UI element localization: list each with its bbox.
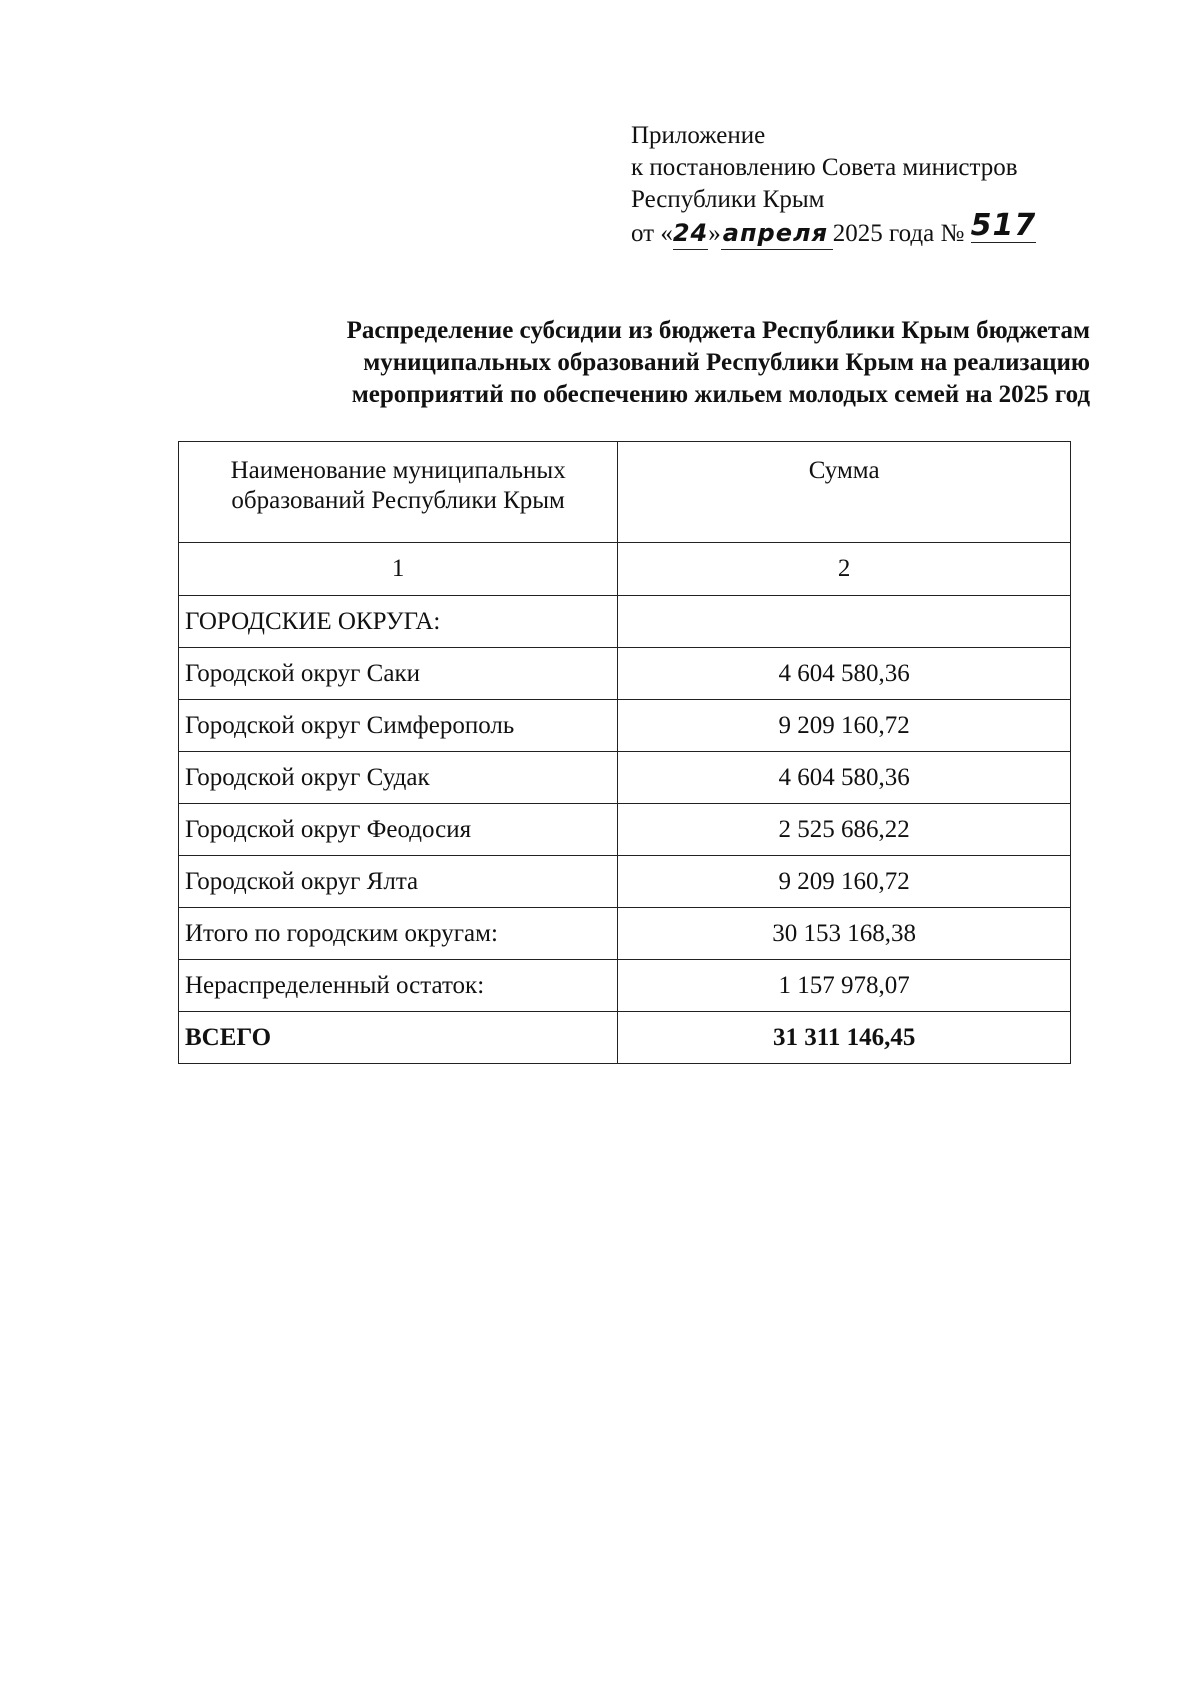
table-row [179, 908, 1071, 960]
date-prefix: от « [631, 220, 673, 247]
handwritten-day: 24 [673, 217, 708, 250]
sum-cell: 31 311 146,45 [618, 1012, 1071, 1064]
title-line-1: Распределение субсидии из бюджета Республики Крым бюджетам [346, 317, 1090, 344]
municipality-name-cell: Городской округ Саки [179, 648, 618, 700]
title-line-2: муниципальных образований Республики Крым на реализацию [363, 349, 1090, 376]
date-year: 2025 года № [832, 220, 965, 247]
municipality-name-cell: Городской округ Феодосия [179, 804, 618, 856]
municipality-name-cell: ГОРОДСКИЕ ОКРУГА: [179, 596, 618, 648]
appendix-resolution-line: к постановлению Совета министров [631, 154, 1018, 181]
column-number-1: 1 [179, 543, 618, 596]
sum-cell: 2 525 686,22 [618, 804, 1071, 856]
sum-cell: 1 157 978,07 [618, 960, 1071, 1012]
sum-cell: 4 604 580,36 [618, 752, 1071, 804]
appendix-republic-line: Республики Крым [631, 186, 825, 213]
table-row [179, 960, 1071, 1012]
title-line-3: мероприятий по обеспечению жильем молодых семей на 2025 год [351, 381, 1090, 408]
municipality-name-cell: Итого по городским округам: [179, 908, 618, 960]
table-row [179, 804, 1071, 856]
table-row [179, 856, 1071, 908]
sum-cell: 9 209 160,72 [618, 700, 1071, 752]
appendix-label: Приложение [631, 122, 766, 149]
municipality-name-cell: Городской округ Судак [179, 752, 618, 804]
grand-total-row [179, 1012, 1071, 1064]
subsidy-distribution-table [178, 441, 1071, 1064]
municipality-name-cell: Нераспределенный остаток: [179, 960, 618, 1012]
municipality-name-cell: Городской округ Ялта [179, 856, 618, 908]
table-row [179, 596, 1071, 648]
appendix-date-line [631, 208, 1091, 250]
handwritten-document-number: 517 [970, 208, 1037, 243]
municipality-name-cell: ВСЕГО [179, 1012, 618, 1064]
table-header-row [179, 442, 1071, 543]
municipality-name-cell: Городской округ Симферополь [179, 700, 618, 752]
sum-cell [618, 596, 1071, 648]
column-number-2: 2 [618, 543, 1071, 596]
header-municipality-line-2: образований Республики Крым [231, 487, 565, 514]
sum-cell: 4 604 580,36 [618, 648, 1071, 700]
column-number-row [179, 543, 1071, 596]
sum-cell: 9 209 160,72 [618, 856, 1071, 908]
table-row [179, 700, 1071, 752]
header-municipality-line-1: Наименование муниципальных [230, 457, 566, 484]
table-row [179, 752, 1071, 804]
sum-cell: 30 153 168,38 [618, 908, 1071, 960]
header-sum: Сумма [618, 442, 1071, 543]
document-title [170, 315, 1090, 411]
handwritten-month: апреля [721, 217, 833, 250]
appendix-header [631, 120, 1091, 250]
date-quote-close: » [708, 220, 721, 247]
table-row [179, 648, 1071, 700]
header-municipality-name [179, 442, 618, 543]
